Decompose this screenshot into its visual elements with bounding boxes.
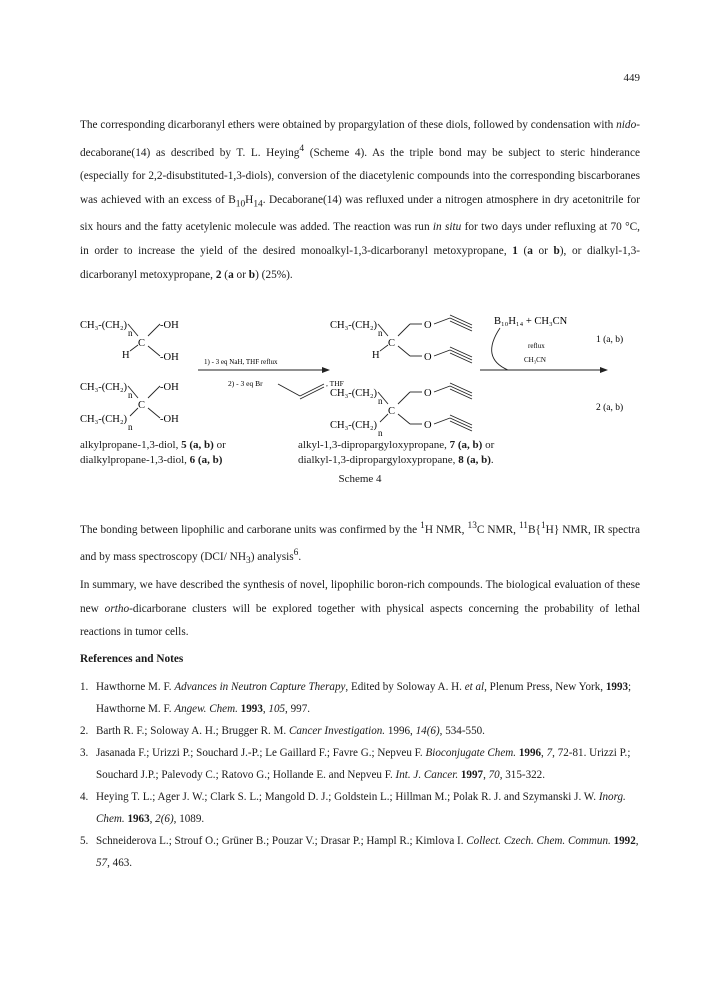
svg-text:n: n [128, 328, 133, 338]
svg-text:-OH: -OH [160, 352, 179, 363]
svg-text:CH₃CN: CH₃CN [524, 356, 546, 364]
reaction-arrow-2 [480, 316, 623, 413]
propargyl-mono-structure [330, 315, 472, 363]
svg-text:-OH: -OH [160, 320, 179, 331]
svg-text:H: H [122, 350, 130, 361]
svg-text:CH₃-(CH₂): CH₃-(CH₂) [330, 420, 377, 431]
svg-text:O: O [424, 388, 432, 399]
propargyl-di-structure [330, 383, 472, 438]
svg-text:1 (a, b): 1 (a, b) [596, 335, 624, 345]
svg-text:reflux: reflux [528, 342, 545, 350]
svg-text:n: n [378, 328, 383, 338]
paragraph-results: The bonding between lipophilic and carborane units was confirmed by the $^1$H NMR, $^{13}$C NMR, $^{11}$B{$^1$H} NMR, IR spectra and by mass spectroscopy (DCI/ $NH_3$) analysis$^6$. In summary, we have described the synthesis of novel, lipophilic boron-rich compounds. The biological evaluation of these new ortho-dicarborane clusters will be explored together with physical aspects concerning the probability of lethal reactions in tumor cells. [80, 521, 641, 639]
svg-text:O: O [424, 352, 432, 363]
svg-text:n: n [378, 428, 383, 438]
svg-text:-OH: -OH [160, 382, 179, 393]
reference-item: 2. Barth R. F.; Soloway A. H.; Brugger R. M. Cancer Investigation. 1996, 14(6), 534-550. [80, 725, 485, 737]
svg-text:CH₃-(CH₂): CH₃-(CH₂) [330, 320, 377, 331]
caption-propargyl: alkyl-1,3-dipropargyloxypropane, 7 (a, b) or dialkyl-1,3-dipropargyloxypropane, 8 (a, b). [298, 439, 495, 466]
reaction-scheme [60, 298, 660, 498]
svg-text:O: O [424, 420, 432, 431]
svg-text:O: O [424, 320, 432, 331]
paragraph-intro: The corresponding dicarboranyl ethers were obtained by propargylation of these diols, followed by condensation with nido-decaborane(14) as described by T. L. Heying$^4$ (Scheme 4). As the triple bond may be subject to steric hinderance (especially for 2,2-disubstituted-1,3-diols), conversion of the diacetylenic compounds into the corresponding biscarboranes was achieved with an excess of $B_{10}H_{14}$. Decaborane(14) was refluxed under a nitrogen atmosphere in dry acetonitrile for six hours and the fatty acetylenic molecule was added. The reaction was run in situ for two days under refluxing at 70 °C, in order to increase the yield of the desired monoalkyl-1,3-dicarboranyl metoxypropane, 1 (a or b), or dialkyl-1,3-dicarboranyl metoxypropane, 2 (a or b) (25%). [80, 119, 640, 281]
diol-di-structure [80, 382, 179, 432]
caption-diols: alkylpropane-1,3-diol, 5 (a, b) or dialkylpropane-1,3-diol, 6 (a, b) [80, 439, 226, 466]
svg-text:C: C [388, 338, 396, 349]
svg-text:2) - 3 eq Br: 2) - 3 eq Br [228, 379, 263, 388]
svg-text:H: H [372, 350, 380, 361]
svg-text:B₁₀H₁₄ + CH₃CN: B₁₀H₁₄ + CH₃CN [494, 316, 568, 327]
references-heading: References and Notes [80, 653, 184, 665]
svg-text:CH₃-(CH₂): CH₃-(CH₂) [80, 382, 127, 393]
reference-item: 1. Hawthorne M. F. Advances in Neutron Capture Therapy, Edited by Soloway A. H. et al, Plenum Press, New York, 1993; Hawthorne M. F. Angew. Chem. 1993, 105, 997. [80, 681, 632, 715]
reference-item: 3. Jasanada F.; Urizzi P.; Souchard J.-P.; Le Gaillard F.; Favre G.; Nepveu F. Bioconjugate Chem. 1996, 7, 72-81. Urizzi P.; Souchard J.P.; Palevody C.; Ratovo G.; Hollande E. and Nepveu F. Int. J. Cancer. 1997, 70, 315-322. [80, 747, 631, 781]
svg-text:CH₃-(CH₂): CH₃-(CH₂) [80, 320, 127, 331]
svg-text:C: C [138, 400, 146, 411]
svg-text:CH₃-(CH₂): CH₃-(CH₂) [330, 388, 377, 399]
svg-text:2 (a, b): 2 (a, b) [596, 403, 624, 413]
svg-text:1) - 3 eq NaH, THF reflux: 1) - 3 eq NaH, THF reflux [204, 358, 278, 366]
svg-text:C: C [388, 406, 396, 417]
svg-text:, THF: , THF [326, 379, 344, 388]
svg-text:C: C [138, 338, 146, 349]
reaction-arrow-1 [198, 358, 344, 399]
diol-mono-structure [80, 320, 179, 363]
svg-text:n: n [378, 396, 383, 406]
references-list [80, 676, 640, 874]
svg-text:n: n [128, 422, 133, 432]
page-number: 449 [623, 72, 640, 84]
reference-item: 4. Heying T. L.; Ager J. W.; Clark S. L.; Mangold D. J.; Goldstein L.; Hillman M.; Polak R. J. and Szymanski J. W. Inorg. Chem. 1963, 2(6), 1089. [80, 791, 626, 825]
scheme-label: Scheme 4 [338, 473, 382, 485]
svg-text:-OH: -OH [160, 414, 179, 425]
reference-item: 5. Schneiderova L.; Strouf O.; Grüner B.; Pouzar V.; Drasar P.; Hampl R.; Kimlova I. Collect. Czech. Chem. Commun. 1992, 57, 463. [80, 835, 639, 869]
svg-text:n: n [128, 390, 133, 400]
svg-text:CH₃-(CH₂): CH₃-(CH₂) [80, 414, 127, 425]
